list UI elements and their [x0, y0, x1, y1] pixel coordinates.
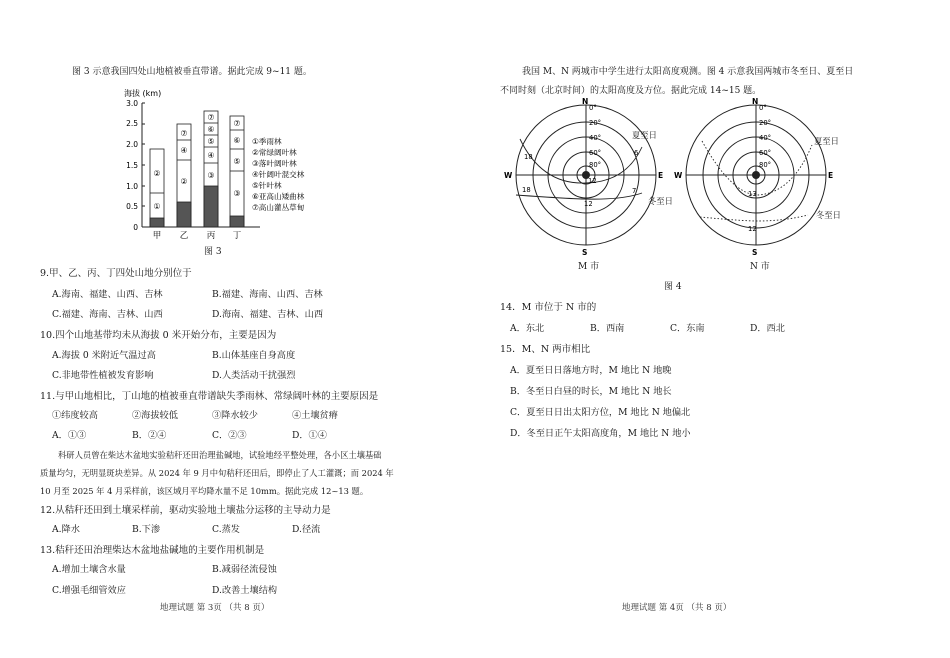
q15-option-b[interactable]: B．冬至日白昼的时长，M 地比 N 地长	[510, 386, 672, 397]
legend-6: ⑥亚高山矮曲林	[252, 192, 305, 201]
legend-5: ⑤针叶林	[252, 181, 282, 190]
fig3-ylabel: 海拔 (km)	[124, 89, 162, 98]
m-west-label: W	[504, 171, 513, 180]
bar-yi	[177, 124, 191, 227]
q9-option-b[interactable]: B.福建、海南、山西、吉林	[212, 289, 323, 300]
q10-option-c[interactable]: C.非地带性植被发育影响	[52, 370, 154, 381]
q9-option-c[interactable]: C.福建、海南、吉林、山西	[52, 309, 163, 320]
svg-text:12: 12	[748, 225, 757, 233]
fig4-caption: 图 4	[664, 282, 682, 292]
svg-text:0°: 0°	[759, 104, 767, 112]
svg-text:乙: 乙	[179, 231, 189, 241]
q12-stem: 12.从秸秆还田到土壤采样前，驱动实验地土壤盐分运移的主导动力是	[40, 505, 331, 516]
q15-option-c[interactable]: C．夏至日日出太阳方位，M 地比 N 地偏北	[510, 407, 691, 418]
q13-option-c[interactable]: C.增强毛细管效应	[52, 585, 126, 596]
n-south-label: S	[752, 248, 758, 257]
q14-option-a[interactable]: A．东北	[510, 323, 545, 334]
q11-reason-1: ①纬度较高	[52, 410, 98, 421]
svg-text:甲: 甲	[152, 231, 162, 241]
q12-option-a[interactable]: A.降水	[52, 524, 80, 535]
q11-stem: 11.与甲山地相比，丁山地的植被垂直带谱缺失季雨林、常绿阔叶林的主要原因是	[40, 391, 379, 402]
q11-option-c[interactable]: C．②③	[212, 430, 247, 441]
svg-text:②: ②	[153, 169, 161, 178]
fig3-caption: 图 3	[204, 247, 222, 257]
q10-option-d[interactable]: D.人类活动干扰强烈	[212, 370, 296, 381]
q14-option-d[interactable]: D．西北	[750, 323, 785, 334]
svg-text:0: 0	[133, 223, 138, 232]
q10-stem: 10.四个山地基带均未从海拔 0 米开始分布，主要是因为	[40, 330, 277, 341]
svg-text:80°: 80°	[759, 161, 772, 169]
q14-option-c[interactable]: C．东南	[670, 323, 705, 334]
bar-ding	[230, 116, 244, 227]
svg-text:⑦: ⑦	[180, 129, 188, 138]
svg-text:1.5: 1.5	[126, 161, 138, 170]
svg-text:20°: 20°	[589, 119, 602, 127]
svg-text:④: ④	[180, 146, 188, 155]
bar-jia	[150, 149, 164, 227]
svg-text:0°: 0°	[589, 104, 597, 112]
intro-q12-13-line1: 科研人员曾在柴达木盆地实验秸秆还田治理盐碱地，试验地经平整处理，各小区土壤基础	[58, 450, 382, 460]
m-east-label: E	[658, 171, 664, 180]
q11-option-a[interactable]: A．①③	[52, 430, 87, 441]
legend-2: ②常绿阔叶林	[252, 148, 297, 157]
q11-reason-3: ③降水较少	[212, 410, 258, 421]
q13-option-d[interactable]: D.改善土壤结构	[212, 585, 278, 596]
n-north-label: N	[752, 97, 759, 106]
m-south-label: S	[582, 248, 588, 257]
q11-option-b[interactable]: B．②④	[132, 430, 167, 441]
svg-text:⑤: ⑤	[233, 157, 241, 166]
svg-text:⑦: ⑦	[207, 113, 215, 122]
page-footer-left: 地理试题 第 3页 （共 8 页）	[160, 603, 270, 613]
n-winter-label: 冬至日	[816, 210, 841, 220]
svg-text:80°: 80°	[589, 161, 602, 169]
q10-option-b[interactable]: B.山体基座自身高度	[212, 350, 296, 361]
q9-option-d[interactable]: D.海南、福建、吉林、山西	[212, 309, 324, 320]
svg-text:3.0: 3.0	[126, 99, 138, 108]
svg-text:60°: 60°	[759, 149, 772, 157]
m-city-label: M 市	[578, 262, 600, 272]
svg-text:0.5: 0.5	[126, 202, 138, 211]
svg-text:③: ③	[233, 189, 241, 198]
n-east-label: E	[828, 171, 834, 180]
svg-text:60°: 60°	[589, 149, 602, 157]
svg-text:⑥: ⑥	[207, 125, 215, 134]
q14-option-b[interactable]: B．西南	[590, 323, 625, 334]
intro-q12-13-line2: 质量均匀，无明显斑块差异。从 2024 年 9 月中旬秸秆还田后，即停止了人工灌溉；而 2024 年	[40, 468, 394, 478]
q15-stem: 15．M、N 两市相比	[500, 344, 591, 355]
q11-reason-2: ②海拔较低	[132, 410, 178, 421]
m-winter-label: 冬至日	[648, 196, 673, 206]
svg-text:20°: 20°	[759, 119, 772, 127]
figure-4-m-city-diagram	[502, 97, 672, 257]
svg-text:12: 12	[584, 200, 593, 208]
svg-text:13: 13	[748, 190, 757, 198]
q15-option-d[interactable]: D．冬至日正午太阳高度角，M 地比 N 地小	[510, 428, 691, 439]
svg-text:6: 6	[634, 149, 639, 157]
svg-text:7: 7	[632, 187, 637, 195]
svg-text:40°: 40°	[759, 134, 772, 142]
figure-4-n-city-diagram	[672, 97, 842, 257]
q12-option-b[interactable]: B.下渗	[132, 524, 161, 535]
svg-text:⑦: ⑦	[233, 119, 241, 128]
legend-1: ①季雨林	[252, 137, 282, 146]
svg-text:2.0: 2.0	[126, 140, 138, 149]
svg-text:丁: 丁	[232, 231, 242, 241]
page-footer-right: 地理试题 第 4页 （共 8 页）	[622, 603, 732, 613]
m-summer-label: 夏至日	[632, 130, 657, 140]
legend-4: ④针阔叶混交林	[252, 170, 305, 179]
q12-option-d[interactable]: D.径流	[292, 524, 321, 535]
q11-reason-4: ④土壤贫瘠	[292, 410, 338, 421]
intro-q12-13-line3: 10 月至 2025 年 4 月采样前，该区域月平均降水量不足 10mm。据此完成 12~13 题。	[40, 486, 369, 496]
q10-option-a[interactable]: A.海拔 0 米附近气温过高	[52, 350, 156, 361]
figure-3-vegetation-chart	[100, 85, 360, 255]
intro-q9-11: 图 3 示意我国四处山地植被垂直带谱。据此完成 9~11 题。	[72, 67, 312, 77]
intro-q14-15-line2: 不同时刻（北京时间）的太阳高度及方位。据此完成 14~15 题。	[500, 86, 762, 96]
svg-text:18: 18	[524, 153, 533, 161]
svg-text:②: ②	[180, 177, 188, 186]
svg-text:40°: 40°	[589, 134, 602, 142]
legend-7: ⑦高山灌丛草甸	[252, 203, 305, 212]
q11-option-d[interactable]: D．①④	[292, 430, 327, 441]
svg-text:2.5: 2.5	[126, 119, 138, 128]
svg-text:丙: 丙	[206, 231, 216, 241]
legend-3: ③落叶阔叶林	[252, 159, 297, 168]
m-north-label: N	[582, 97, 589, 106]
n-city-label: N 市	[750, 262, 770, 272]
svg-text:④: ④	[207, 151, 215, 160]
svg-text:③: ③	[207, 171, 215, 180]
svg-text:12: 12	[588, 177, 597, 185]
svg-text:1.0: 1.0	[126, 182, 138, 191]
q13-stem: 13.秸秆还田治理柴达木盆地盐碱地的主要作用机制是	[40, 545, 265, 556]
q13-option-b[interactable]: B.减弱径流侵蚀	[212, 564, 277, 575]
q9-stem: 9.甲、乙、丙、丁四处山地分别位于	[40, 268, 192, 279]
n-west-label: W	[674, 171, 683, 180]
svg-text:①: ①	[153, 202, 161, 211]
q9-option-a[interactable]: A.海南、福建、山西、吉林	[52, 289, 163, 300]
q12-option-c[interactable]: C.蒸发	[212, 524, 240, 535]
q13-option-a[interactable]: A.增加土壤含水量	[52, 564, 126, 575]
svg-text:⑥: ⑥	[233, 136, 241, 145]
svg-text:18: 18	[522, 186, 531, 194]
intro-q14-15-line1: 我国 M、N 两城市中学生进行太阳高度观测。图 4 示意我国两城市冬至日、夏至日	[522, 67, 854, 77]
q14-stem: 14．M 市位于 N 市的	[500, 302, 597, 313]
q15-option-a[interactable]: A．夏至日日落地方时，M 地比 N 地晚	[510, 365, 672, 376]
svg-text:⑤: ⑤	[207, 137, 215, 146]
n-summer-label: 夏至日	[814, 136, 839, 146]
